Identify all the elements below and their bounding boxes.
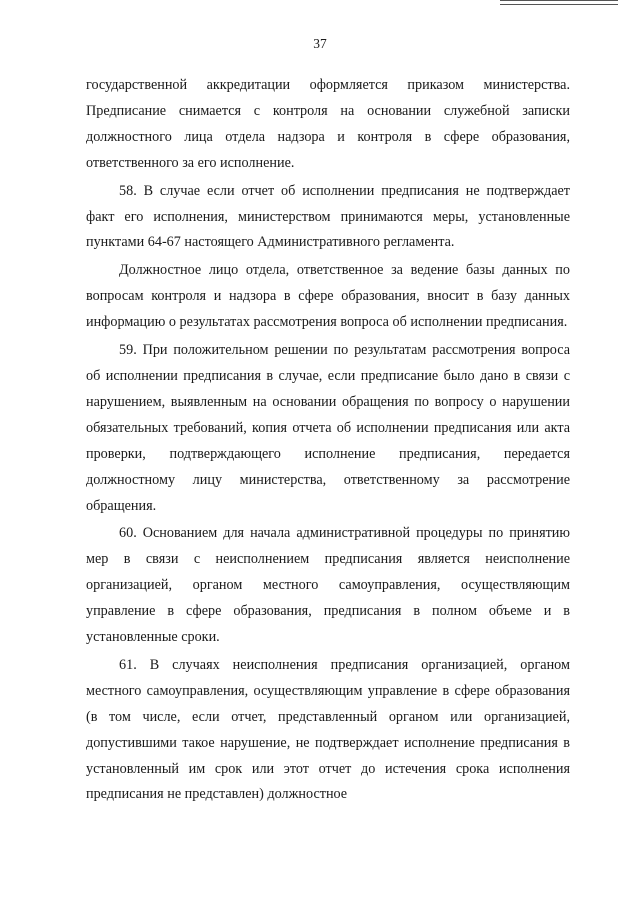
paragraph-61: 61. В случаях неисполнения предписания организацией, органом местного самоуправления, осуществляющим управление в сфере образования (в том числе, если отчет, представленный органом или организацией, допустившими такое нарушение, не подтверждает исполнение предписания в установленный им срок или этот отчет до истечения срока исполнения предписания не представлен) должностное [86, 656, 570, 803]
paragraph-database-officer: Должностное лицо отдела, ответственное за ведение базы данных по вопросам контроля и надзора в сфере образования, вносит в базу данных информацию о результатах рассмотрения вопроса об исполнении предписания. [86, 262, 570, 331]
corner-mark [500, 0, 618, 5]
page-number: 37 [313, 36, 327, 51]
paragraph-59: 59. При положительном решении по результатам рассмотрения вопроса об исполнении предписания в случае, если предписание было дано в связи с нарушением, выявленным на основании обращения по вопросу о нарушении обязательных требований, копия отчета об исполнении предписания или акта проверки, подтверждающего исполнение предписания, передается должностному лицу министерства, ответственному за рассмотрение обращения. [86, 342, 570, 514]
paragraph-60: 60. Основанием для начала административной процедуры по принятию мер в связи с неисполнением предписания является неисполнение организацией, органом местного самоуправления, осуществляющим управление в сфере образования, предписания в полном объеме и в установленные сроки. [86, 525, 570, 646]
document-body [86, 73, 570, 810]
paragraph-58: 58. В случае если отчет об исполнении предписания не подтверждает факт его исполнения, министерством принимаются меры, установленные пунктами 64-67 настоящего Административного регламента. [86, 182, 570, 251]
paragraph-continuation: государственной аккредитации оформляется приказом министерства. Предписание снимается с контроля на основании служебной записки должностного лица отдела надзора и контроля в сфере образования, ответственного за его исполнение. [86, 77, 570, 171]
